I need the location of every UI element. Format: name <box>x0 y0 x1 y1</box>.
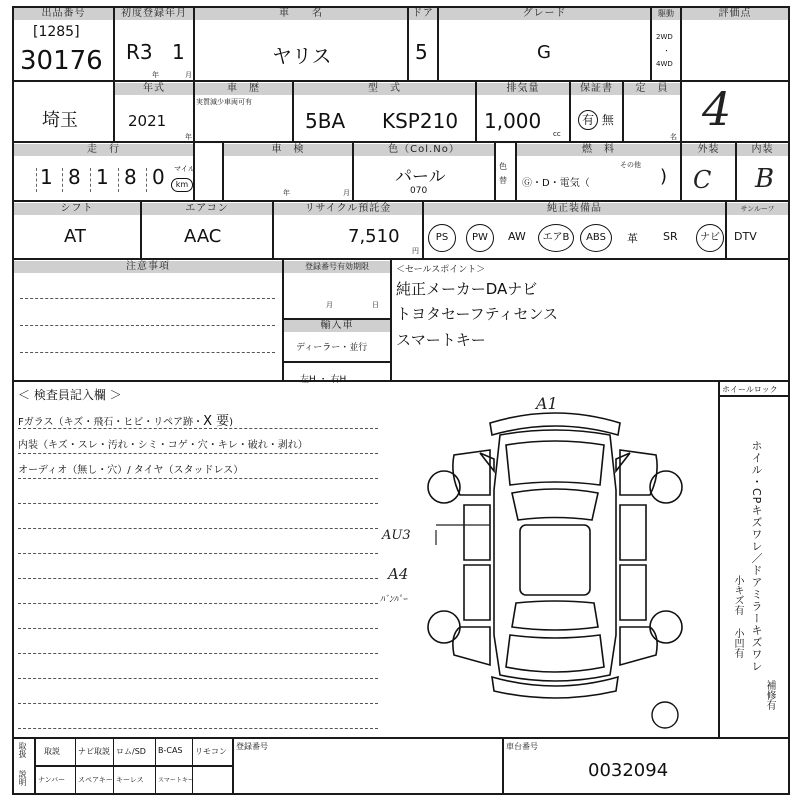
doors-label: ドア <box>409 8 437 20</box>
warranty-label: 保証書 <box>571 83 622 95</box>
aircon-label: エアコン <box>142 203 272 215</box>
shift: AT <box>64 226 86 247</box>
inspector-line3: オーディオ（無し・穴）/ タイヤ（スタッドレス） <box>18 465 244 476</box>
write-line <box>18 553 378 554</box>
unit-mile: マイル <box>174 165 195 173</box>
car-diagram <box>420 395 690 715</box>
option-pw: PW <box>466 224 494 252</box>
car-history-label: 車 歴 <box>195 83 292 95</box>
write-line <box>18 428 378 429</box>
expiry-day-suffix: 日 <box>372 301 379 309</box>
footer-manual: 取説 <box>44 747 60 756</box>
recycle-unit: 円 <box>412 247 419 255</box>
border-left <box>12 6 14 795</box>
notes-line <box>20 298 275 299</box>
interior-grade: B <box>755 164 775 194</box>
car-history-note: 実質減少車両可有 <box>196 98 252 106</box>
recycle-label: リサイクル預託金 <box>274 203 422 215</box>
left-front-fender <box>453 450 490 495</box>
model-code: KSP210 <box>382 109 459 133</box>
write-line <box>18 678 378 679</box>
sales-label: ＜セールスポイント＞ <box>396 265 486 275</box>
first-reg-label: 初度登録年月 <box>115 8 193 20</box>
wheel-front-right <box>650 471 682 503</box>
fuel-close: ) <box>660 166 668 187</box>
import-value: ディーラー・並行 <box>296 343 368 353</box>
inspector-line1-text: Fガラス（キズ・飛石・ヒビ・リペア跡・ <box>18 417 204 428</box>
capacity-label: 定 員 <box>624 83 680 95</box>
model-year: 2021 <box>128 112 167 130</box>
rule-h <box>282 361 392 363</box>
region: 埼玉 <box>42 110 78 131</box>
recycle-fee: 7,510 <box>348 226 400 247</box>
rule-row1 <box>12 80 790 82</box>
wheel-front-left <box>428 471 460 503</box>
displacement-label: 排気量 <box>477 83 569 95</box>
reg-number-label: 登録番号 <box>236 742 268 751</box>
side-vertical-text: ホイル・CPキズワレ／ドアミラーキズワレ <box>750 440 763 673</box>
doors: 5 <box>415 40 428 64</box>
fuel-options: Ⓖ・D・電気（ <box>522 178 590 189</box>
rule-v <box>75 737 76 795</box>
notes-line <box>20 325 275 326</box>
mark-au3: AU3 <box>382 528 411 543</box>
steering-value: 左H ・ 右H <box>300 375 347 385</box>
write-line <box>18 703 378 704</box>
roof <box>520 525 590 595</box>
lot-prefix: [1285] <box>33 24 80 40</box>
rule-v <box>155 737 156 795</box>
color-change-label: 色替 <box>499 162 507 185</box>
mark-au3-leader <box>436 525 490 545</box>
rule-row4 <box>12 258 790 260</box>
interior-label: 内装 <box>737 144 788 156</box>
write-line <box>18 453 378 454</box>
rule-row5 <box>12 380 790 382</box>
right-front-door <box>620 505 646 560</box>
drive-label: 駆動 <box>652 8 680 20</box>
import-label: 輸入車 <box>284 320 390 332</box>
footer-manual-note: 説明 <box>18 770 27 786</box>
sunroof-label: サンルーフ <box>727 203 788 215</box>
write-line <box>18 528 378 529</box>
sales-point-1: 純正メーカーDAナビ <box>396 280 538 298</box>
sales-point-2: トヨタセーフティセンス <box>396 305 559 323</box>
year-suffix: 年 <box>152 71 159 79</box>
equipment-label: 純正装備品 <box>424 203 725 215</box>
write-line <box>18 478 378 479</box>
first-reg-era: R3 <box>126 40 153 64</box>
option-navi: ナビ <box>696 224 724 252</box>
write-line <box>18 603 378 604</box>
left-mirror <box>480 453 494 471</box>
hood <box>506 441 604 485</box>
option-airbag: エアB <box>538 224 574 252</box>
month-suffix: 月 <box>185 71 192 79</box>
option-dtv: DTV <box>734 230 757 243</box>
warranty-options <box>578 110 614 130</box>
car-name: ヤリス <box>272 44 332 68</box>
footer-remote: リモコン <box>195 747 227 756</box>
mileage-digit: 8 <box>68 165 81 189</box>
stamp-circle <box>650 700 680 730</box>
footer-spare-key: スペアキー <box>78 776 113 784</box>
option-ps: PS <box>428 224 456 252</box>
small-dent: 小凹有 <box>732 628 743 658</box>
color-name: パール <box>395 167 446 187</box>
write-line <box>18 728 378 729</box>
mileage-digit: 1 <box>40 165 53 189</box>
unit-km-wrap <box>171 178 193 192</box>
fuel-label: 燃 料 <box>517 144 680 156</box>
drive-dot: ・ <box>663 47 670 55</box>
rule-h <box>34 765 232 767</box>
option-abs: ABS <box>580 224 612 252</box>
rule-v <box>232 737 234 795</box>
displacement-unit: cc <box>553 130 561 138</box>
footer-smart-key: スマートキー <box>158 777 194 784</box>
option-leather: 革 <box>627 232 638 245</box>
inspector-line2: 内装（キズ・スレ・汚れ・シミ・コゲ・穴・キレ・破れ・剥れ） <box>18 440 308 451</box>
rule-h <box>718 395 790 397</box>
expiry-month-suffix: 月 <box>326 301 333 309</box>
right-rear-door <box>620 565 646 620</box>
rating-value: 4 <box>702 82 732 136</box>
footer-rom-sd: ロム/SD <box>116 747 146 756</box>
car-name-label: 車 名 <box>195 8 407 20</box>
left-front-door <box>464 505 490 560</box>
left-rear-door <box>464 565 490 620</box>
write-line <box>18 628 378 629</box>
option-aw: AW <box>508 230 526 243</box>
rule-v <box>390 258 392 382</box>
first-reg-month: 1 <box>172 40 185 64</box>
sales-point-3: スマートキー <box>396 331 486 349</box>
warranty-no: 無 <box>601 113 614 127</box>
trunk <box>506 635 604 672</box>
frame-number: 0032094 <box>588 760 669 781</box>
lot-label: 出品番号 <box>14 8 113 20</box>
model-year-label: 年式 <box>115 83 193 95</box>
footer-handling: 取扱 <box>18 742 27 758</box>
color-label: 色（Col.No） <box>354 144 494 156</box>
footer-bcas: B-CAS <box>158 746 183 755</box>
rating-label: 評価点 <box>682 8 788 20</box>
inspector-line1-mark: X 要 <box>203 414 230 429</box>
inspector-line1 <box>18 410 233 429</box>
border-bottom <box>12 793 790 795</box>
exterior-grade: C <box>693 166 712 194</box>
rule-v <box>192 737 193 795</box>
inspection-month-suffix: 月 <box>343 189 350 197</box>
wheel-lock-label: ホイールロック <box>722 385 778 394</box>
grade-label: グレード <box>439 8 650 20</box>
sales-label-text: セールスポイント <box>405 265 477 275</box>
right-front-fender <box>620 450 657 495</box>
rule-v <box>494 141 496 202</box>
grade: G <box>537 42 551 63</box>
write-line <box>18 653 378 654</box>
mileage-digit: 0 <box>152 165 165 189</box>
rule-v <box>718 380 720 739</box>
border-right <box>788 6 790 795</box>
fuel-other: その他 <box>620 161 641 169</box>
rule-row3 <box>12 200 790 202</box>
rule-footer <box>12 737 790 739</box>
repaired: 補修有 <box>764 680 775 710</box>
lot-number: 30176 <box>20 46 103 76</box>
mark-a1: A1 <box>536 395 558 413</box>
drive-2wd: 2WD <box>656 33 673 41</box>
capacity-unit: 名 <box>670 133 677 141</box>
inspection-year-suffix: 年 <box>283 189 290 197</box>
unit-km: km <box>171 178 193 192</box>
model-year-suffix: 年 <box>185 133 192 141</box>
wheel-rear-left <box>428 611 460 643</box>
shift-label: シフト <box>14 203 140 215</box>
digit-sep <box>146 168 147 192</box>
mark-bumper: ﾊﾞﾝﾊﾟｰ <box>380 595 408 605</box>
inspector-line1-close: ) <box>229 417 234 428</box>
model-prefix: 5BA <box>305 109 346 133</box>
footer-number: ナンバー <box>38 776 66 784</box>
car-body <box>494 430 616 681</box>
exterior-label: 外装 <box>682 144 735 156</box>
mileage-label: 走 行 <box>14 144 193 156</box>
option-sunroof: SR <box>663 230 678 243</box>
rule-v <box>680 6 682 200</box>
inspector-title: ＜ 検査員記入欄 ＞ <box>18 388 122 402</box>
rear-window <box>512 601 598 630</box>
digit-sep <box>118 168 119 192</box>
footer-keyless: キーレス <box>116 776 144 784</box>
right-mirror <box>616 453 630 471</box>
wheel-rear-right <box>650 611 682 643</box>
small-scratch: 小キズ有 <box>732 575 743 615</box>
digit-sep <box>36 168 37 192</box>
notes-line <box>20 352 275 353</box>
expiry-label: 登録番号有効期限 <box>284 261 390 273</box>
aircon: AAC <box>184 226 222 247</box>
rear-bumper <box>492 677 618 698</box>
drive-4wd: 4WD <box>656 60 673 68</box>
write-line <box>18 578 378 579</box>
digit-sep <box>90 168 91 192</box>
rule-v <box>113 737 114 795</box>
rule-v <box>502 737 504 795</box>
notes-label: 注意事項 <box>14 261 282 273</box>
windshield <box>512 489 598 520</box>
footer-navi-manual: ナビ取説 <box>78 747 110 756</box>
warranty-yes: 有 <box>578 110 598 130</box>
displacement: 1,000 <box>484 109 542 133</box>
digit-sep <box>62 168 63 192</box>
mark-a4: A4 <box>388 565 409 583</box>
front-bumper <box>490 413 620 435</box>
mileage-digit: 1 <box>96 165 109 189</box>
mileage-digit: 8 <box>124 165 137 189</box>
frame-label: 車台番号 <box>506 742 538 751</box>
write-line <box>18 503 378 504</box>
inspection-label: 車 検 <box>224 144 352 156</box>
color-code: 070 <box>410 186 428 196</box>
model-label: 型 式 <box>294 83 475 95</box>
